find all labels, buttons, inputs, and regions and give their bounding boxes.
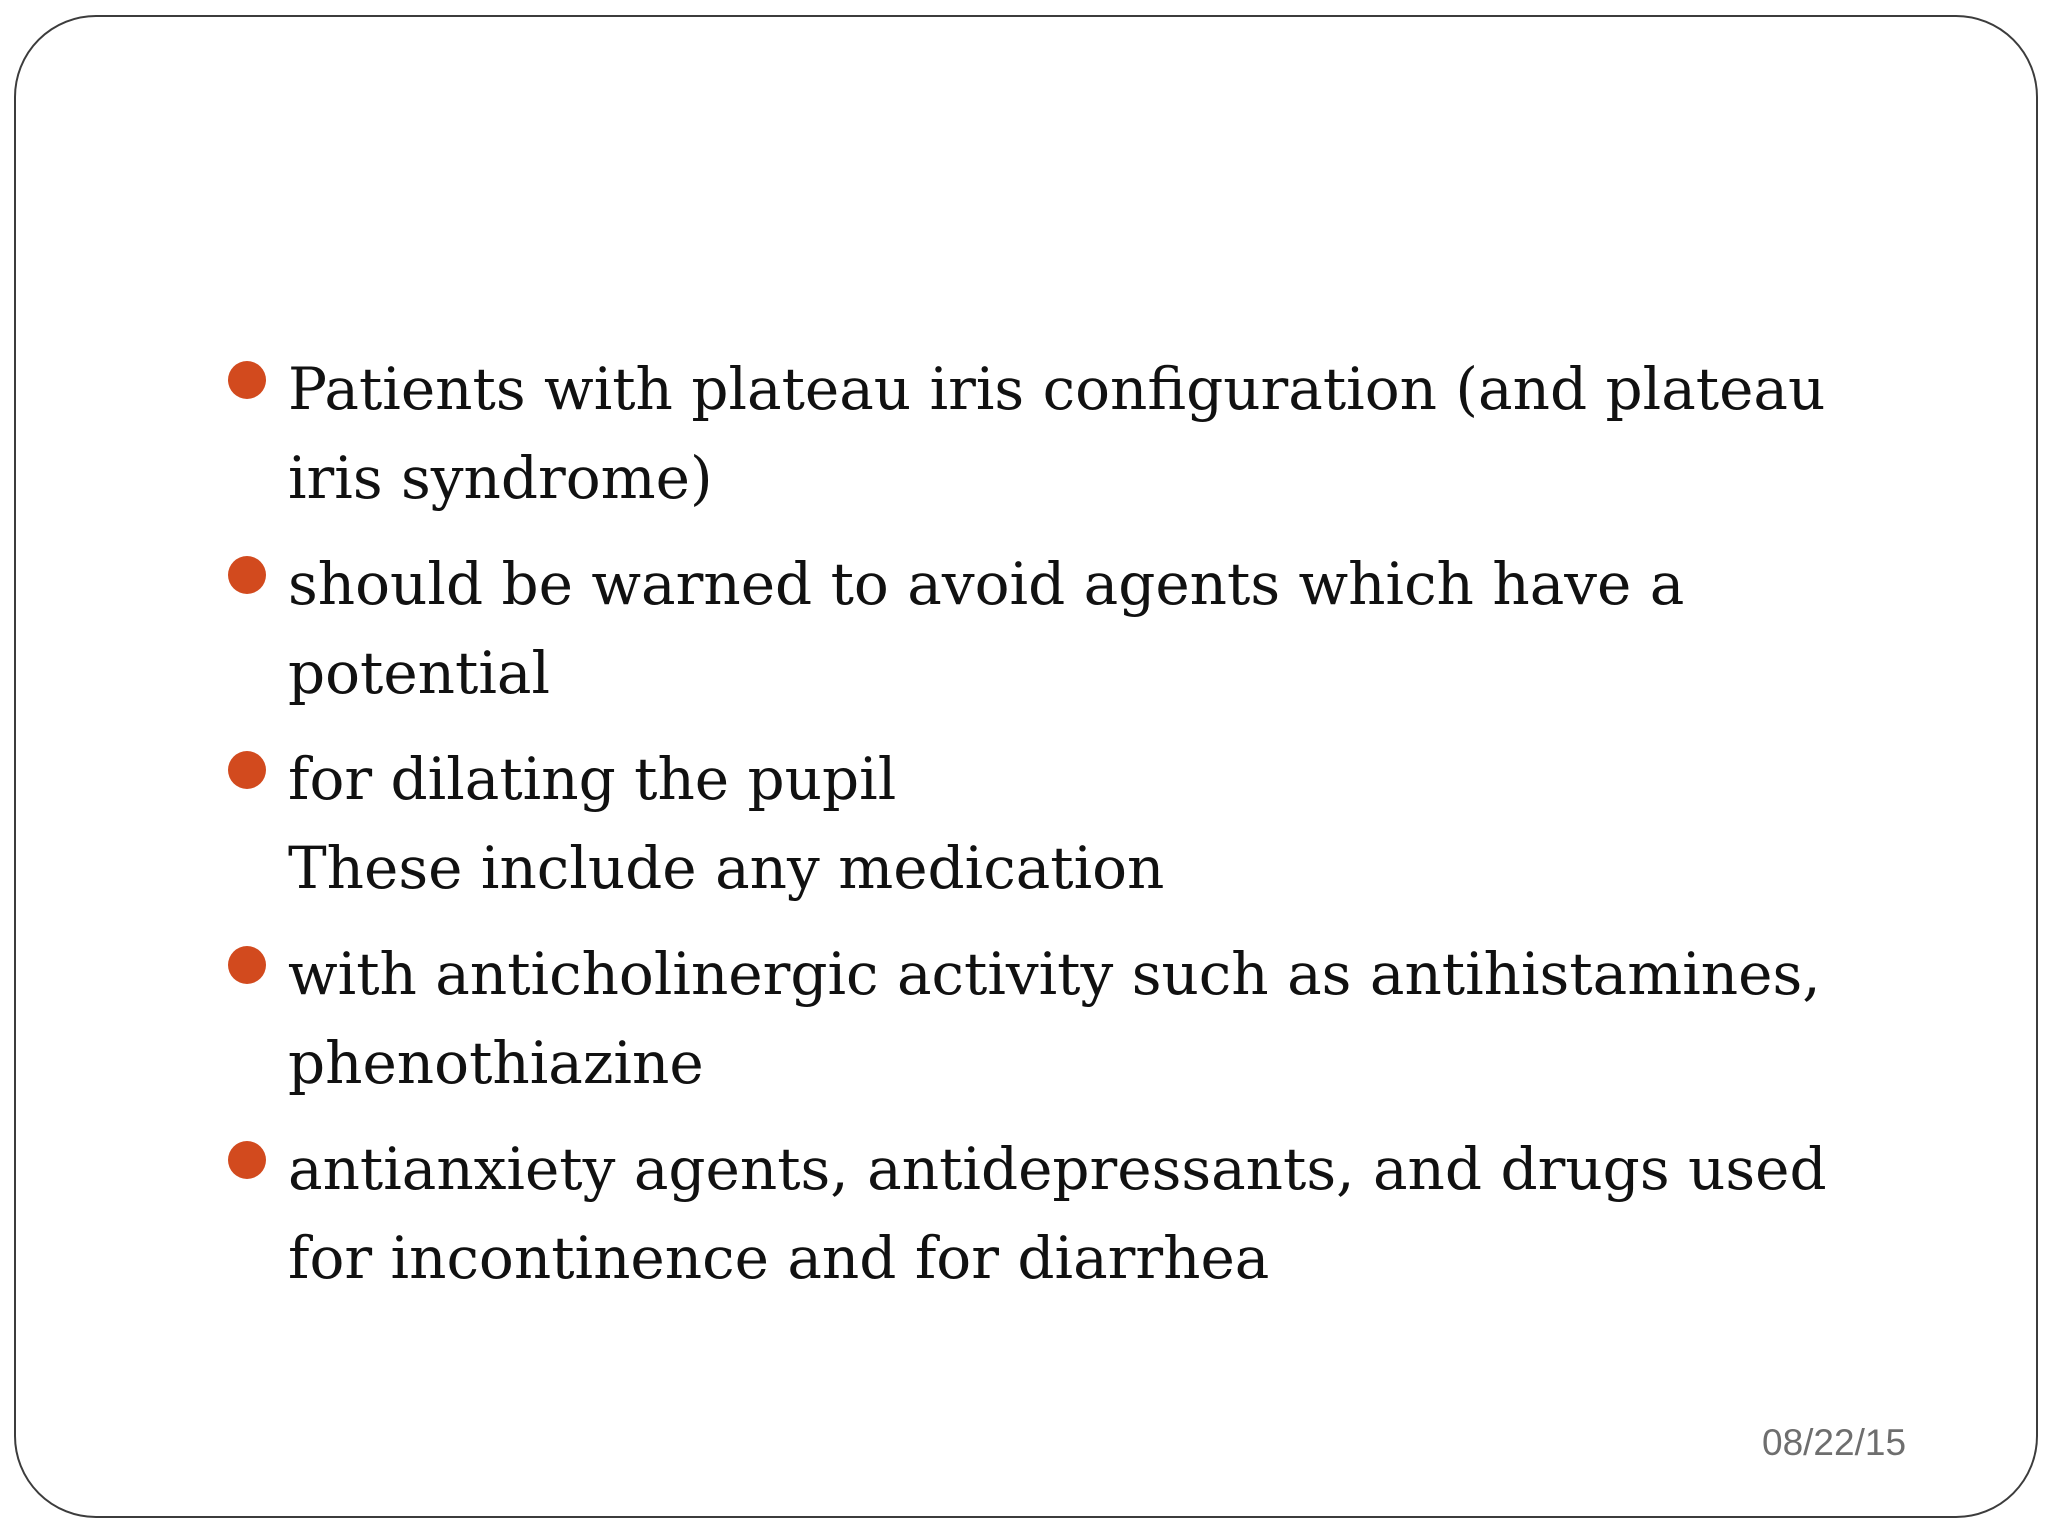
- bullet-item: [228, 345, 1828, 523]
- bullet-item: [228, 930, 1828, 1108]
- bullet-dot-icon: [228, 1141, 266, 1179]
- bullet-dot-icon: [228, 556, 266, 594]
- bullet-dot-icon: [228, 946, 266, 984]
- bullet-text: with anticholinergic activity such as antihistamines, phenothiazine: [288, 940, 1821, 1097]
- bullet-item: [228, 1125, 1828, 1303]
- bullet-text: for dilating the pupil: [288, 745, 897, 813]
- bullet-text: antianxiety agents, antidepressants, and drugs used for incontinence and for diarrhea: [288, 1135, 1827, 1292]
- bullet-dot-icon: [228, 361, 266, 399]
- bullet-item: [228, 540, 1828, 718]
- bullet-list: [228, 345, 1828, 1320]
- footer-date: 08/22/15: [1762, 1422, 1907, 1463]
- bullet-item: [228, 735, 1828, 824]
- bullet-text: Patients with plateau iris configuration (and plateau iris syndrome): [288, 355, 1826, 512]
- bullet-text: should be warned to avoid agents which have a potential: [288, 550, 1685, 707]
- bullet-dot-icon: [228, 751, 266, 789]
- continuation-line: These include any medication: [288, 834, 1165, 902]
